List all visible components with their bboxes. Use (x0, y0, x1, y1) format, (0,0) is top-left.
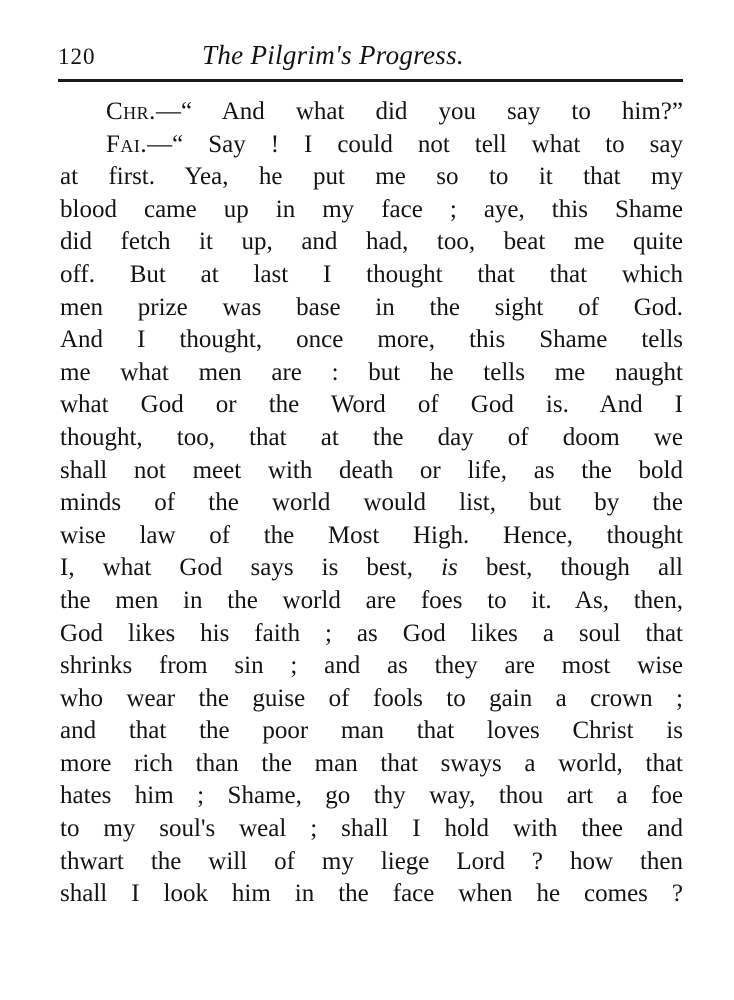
text-line: me what men are : but he tells me naught (60, 358, 683, 386)
text-line: at first. Yea, he put me so to it that my (60, 163, 683, 191)
text-line: off. But at last I thought that that which (60, 260, 683, 288)
line-text: —“ And what did you say to him?” (155, 98, 683, 125)
text-line: to my soul's weal ; shall I hold with thee and (60, 815, 683, 843)
text-line: blood came up in my face ; aye, this Shame (60, 195, 683, 223)
text-line: God likes his faith ; as God likes a soul that (60, 619, 683, 647)
text-line: wise law of the Most High. Hence, thought (60, 521, 683, 549)
emphasis-text: is (441, 554, 458, 582)
line-text: —“ Say ! I could not tell what to say (147, 130, 683, 158)
text-line (60, 129, 683, 162)
text-line: thwart the will of my liege Lord ? how then (60, 847, 683, 875)
speaker-label: Chr. (106, 98, 156, 125)
running-title: The Pilgrim's Progress. (202, 40, 464, 70)
text-line: did fetch it up, and had, too, beat me quite (60, 228, 683, 256)
page-number: 120 (58, 44, 96, 69)
text-line: minds of the world would list, but by the (60, 489, 683, 517)
text-line: thought, too, that at the day of doom we (60, 423, 683, 451)
line-text: I, what God says is best, (60, 554, 442, 582)
running-head (58, 38, 683, 78)
text-line: what God or the Word of God is. And I (60, 391, 683, 419)
text-line: And I thought, once more, this Shame tells (60, 326, 683, 354)
text-line: and that the poor man that loves Christ is (60, 717, 683, 745)
text-line: men prize was base in the sight of God. (60, 293, 683, 321)
line-text: best, though all (457, 554, 683, 582)
body-text (60, 96, 683, 911)
text-line: shrinks from sin ; and as they are most wise (60, 652, 683, 680)
text-line: shall I look him in the face when he comes ? (60, 880, 683, 908)
text-line: who wear the guise of fools to gain a crown ; (60, 684, 683, 712)
speaker-label: Fai. (106, 130, 148, 158)
text-line (60, 96, 683, 129)
header-rule (58, 79, 683, 82)
text-line: hates him ; Shame, go thy way, thou art a foe (60, 782, 683, 810)
text-line (60, 552, 683, 585)
text-line: the men in the world are foes to it. As, then, (60, 586, 683, 614)
text-line: more rich than the man that sways a world, that (60, 749, 683, 777)
text-line: shall not meet with death or life, as the bold (60, 456, 683, 484)
